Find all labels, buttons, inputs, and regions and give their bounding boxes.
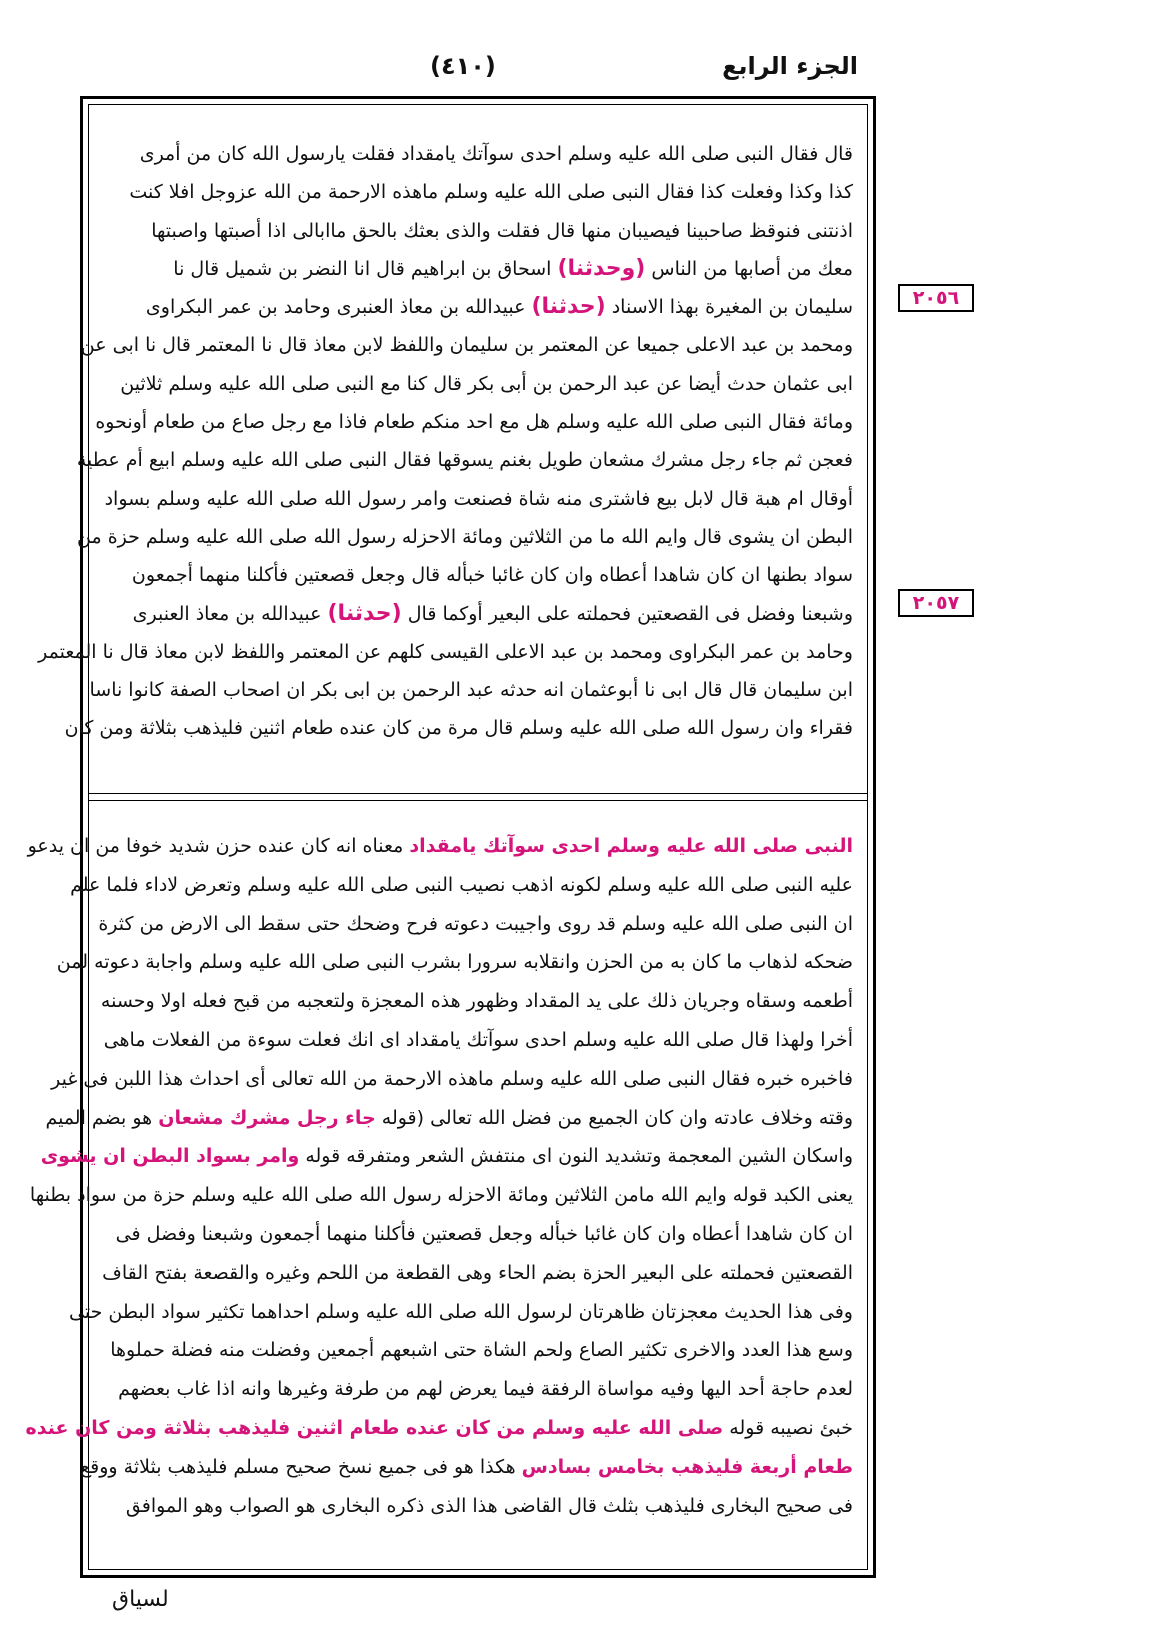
text-line (111, 135, 853, 173)
text-segment: سواد بطنها ان كان شاهدا أعطاه وان كان غائبا خبأله قال وجعل قصعتين فأكلنا منهما أجمعون (131, 564, 853, 587)
commentary-line (80, 1448, 853, 1487)
text-segment: وشبعنا وفضل فى القصعتين فحملته على البعير أوكما قال (401, 602, 853, 625)
text-segment: معناه انه كان عنده حزن شديد خوفا من ان يدعو (27, 835, 410, 857)
commentary-line (51, 1060, 853, 1099)
text-segment: عليه النبى صلى الله عليه وسلم لكونه اذهب نصيب النبى صلى الله عليه وسلم وتعرض لاداء فلما علم (70, 873, 853, 896)
text-segment: أوقال ام هبة قال لابل بيع فاشترى منه شاة فصنعت وامر رسول الله صلى الله عليه وسلم بسواد (104, 487, 853, 510)
text-line (111, 250, 853, 288)
text-segment: أخرا ولهذا قال صلى الله عليه وسلم احدى سوآتك يامقداد اى انك فعلت سوءة من الفعلات ماهى (103, 1028, 853, 1051)
commentary-line (70, 866, 853, 905)
commentary-line (102, 1254, 853, 1293)
hadith-number-2056: ٢٠٥٦ (898, 284, 974, 312)
text-line (111, 595, 853, 633)
text-segment: فاخبره خبره فقال النبى صلى الله عليه وسلم ماهذه الارحمة من الله تعالى أى احداث هذا اللبن فى غير (51, 1067, 853, 1090)
text-line (111, 556, 853, 594)
text-segment: ومحمد بن عبد الاعلى جميعا عن المعتمر بن سليمان واللفظ لابن معاذ قال نا المعتمر قال نا ابى عن (80, 334, 853, 357)
text-segment: البطن ان يشوى قال وايم الله ما من الثلاثين ومائة الاحزله رسول الله صلى الله عليه وسلم حزة من (77, 525, 853, 548)
text-segment: لعدم حاجة أحد اليها وفيه مواساة الرفقة فيما يعرض لهم من طرفة وغيرها وانه اذا غاب بعضهم (118, 1378, 853, 1401)
commentary-line (111, 1331, 853, 1370)
text-line (95, 403, 853, 441)
text-segment: وفى هذا الحديث معجزتان ظاهرتان لرسول الله صلى الله عليه وسلم احداهما تكثير سواد البطن حتى (69, 1300, 853, 1323)
quoted-lemma: جاء رجل مشرك مشعان (158, 1106, 376, 1129)
text-segment: ضحكه لذهاب ما كان به من الحزن وانقلابه سرورا بشرب النبى صلى الله عليه وسلم واجابة دعوته لمن (56, 951, 853, 974)
commentary-line (40, 1137, 853, 1176)
commentary-line (29, 1176, 853, 1215)
text-segment: فى صحيح البخارى فليذهب بثلث قال القاضى هذا الذى ذكره البخارى هو الصواب وهو الموافق (125, 1494, 853, 1517)
chain-keyword: (وحدثنا) (557, 255, 646, 281)
text-segment: القصعتين فحملته على البعير الحزة بضم الحاء وهى القطعة من اللحم وغيره والقصعة بفتح القاف (102, 1261, 853, 1284)
quoted-lemma: النبى صلى الله عليه وسلم احدى سوآتك يامقداد (409, 835, 853, 857)
text-line (104, 480, 853, 518)
commentary-line (103, 1021, 853, 1060)
running-title: الجزء الرابع (722, 52, 858, 80)
chain-keyword: (حدثنا) (327, 600, 402, 626)
text-line (111, 288, 853, 326)
page-frame (25, 96, 876, 1578)
text-segment: ابى عثمان حدث أيضا عن عبد الرحمن بن أبى بكر قال كنا مع النبى صلى الله عليه وسلم ثلاثين (120, 372, 853, 395)
text-line (89, 671, 853, 709)
commentary-line (111, 1487, 853, 1526)
text-segment: اسحاق بن ابراهيم قال انا النضر بن شميل قال نا (173, 257, 558, 280)
hadith-number-2057: ٢٠٥٧ (898, 589, 974, 617)
commentary-line (27, 827, 853, 866)
commentary-line (98, 905, 853, 944)
text-segment: عبيدالله بن معاذ العنبرى (132, 602, 328, 625)
hadith-text-block (38, 135, 853, 748)
text-line (77, 518, 853, 556)
text-line (111, 212, 853, 250)
commentary-line (45, 1099, 853, 1138)
commentary-line (100, 982, 853, 1021)
commentary-line (25, 1409, 853, 1448)
text-line (111, 173, 853, 211)
text-line (76, 441, 853, 479)
text-segment: قال فقال النبى صلى الله عليه وسلم احدى سوآتك يامقداد فقلت يارسول الله كان من أمرى (139, 143, 853, 165)
quoted-lemma: طعام أربعة فليذهب بخامس بسادس (521, 1455, 853, 1478)
text-segment: وقته وخلاف عادته وان كان الجميع من فضل الله تعالى (قوله (375, 1106, 853, 1129)
commentary-line (56, 943, 853, 982)
commentary-line (111, 1370, 853, 1409)
text-segment: عبيدالله بن معاذ العنبرى وحامد بن عمر البكراوى (145, 296, 532, 319)
commentary-line (111, 1215, 853, 1254)
text-line (64, 709, 853, 747)
text-segment: واسكان الشين المعجمة وتشديد النون اى منتفش الشعر ومتفرقه قوله (299, 1145, 853, 1168)
text-segment: خبئ نصيبه قوله (723, 1416, 853, 1439)
text-segment: وسع هذا العدد والاخرى تكثير الصاع ولحم الشاة حتى اشبعهم أجمعين وفضلت منه فضلة حملوها (110, 1339, 853, 1362)
text-segment: وحامد بن عمر البكراوى ومحمد بن عبد الاعلى القيسى كلهم عن المعتمر واللفظ لابن معاذ قال نا المعتمر (38, 640, 853, 663)
text-segment: يعنى الكبد قوله وايم الله مامن الثلاثين ومائة الاحزله رسول الله صلى الله عليه وسلم حزة من سواد بطنها (29, 1184, 853, 1207)
text-line (80, 326, 853, 364)
catchword: لسياق (112, 1587, 169, 1612)
text-segment: هكذا هو فى جميع نسخ صحيح مسلم فليذهب بثلاثة ووقع (80, 1455, 522, 1478)
page-header (0, 52, 1158, 92)
text-segment: معك من أصابها من الناس (645, 257, 853, 280)
text-segment: فقراء وان رسول الله صلى الله عليه وسلم قال مرة من كان عنده طعام اثنين فليذهب بثلاثة ومن كان (64, 717, 853, 740)
text-segment: سليمان بن المغيرة بهذا الاسناد (605, 296, 853, 319)
text-segment: هو بضم الميم (45, 1106, 159, 1129)
text-line (111, 365, 853, 403)
text-segment: ان كان شاهدا أعطاه وان كان غائبا خبأله وجعل قصعتين فأكلنا منهما أجمعون وشبعنا وفضل فى (115, 1222, 853, 1245)
commentary-block (25, 827, 853, 1525)
text-segment: فعجن ثم جاء رجل مشرك مشعان طويل بغنم يسوقها فقال النبى صلى الله عليه وسلم ابيع أم عطية (76, 449, 853, 472)
text-segment: ابن سليمان قال قال ابى نا أبوعثمان انه حدثه عبد الرحمن بن ابى بكر ان اصحاب الصفة كانوا ناسا (89, 679, 853, 702)
text-line (38, 633, 853, 671)
page-number: (٤١٠) (430, 52, 496, 80)
commentary-line (69, 1293, 853, 1332)
text-segment: كذا وكذا وفعلت كذا فقال النبى صلى الله عليه وسلم ماهذه الارحمة من الله عزوجل افلا كنت (129, 181, 853, 204)
text-segment: ومائة فقال النبى صلى الله عليه وسلم هل مع احد منكم طعام فاذا مع رجل صاع من طعام أونحوه (95, 411, 853, 434)
quoted-lemma: صلى الله عليه وسلم من كان عنده طعام اثنين فليذهب بثلاثة ومن كان عنده (25, 1416, 724, 1439)
chain-keyword: (حدثنا) (531, 294, 606, 320)
section-divider (89, 793, 867, 801)
inner-frame (25, 104, 868, 1570)
text-segment: أطعمه وسقاه وجريان ذلك على يد المقداد وظهور هذه المعجزة ولتعجبه من قبح فعله اولا وحسنه (100, 990, 853, 1013)
quoted-lemma: وامر بسواد البطن ان يشوى (40, 1145, 300, 1168)
text-segment: اذنتنى فنوقظ صاحبينا فيصيبان منها قال فقلت والذى بعثك بالحق ماابالى اذا أصبتها واصبتها (151, 219, 853, 242)
text-segment: ان النبى صلى الله عليه وسلم قد روى واجيبت دعوته فرح وضحك حتى سقط الى الارض من كثرة (98, 912, 853, 935)
